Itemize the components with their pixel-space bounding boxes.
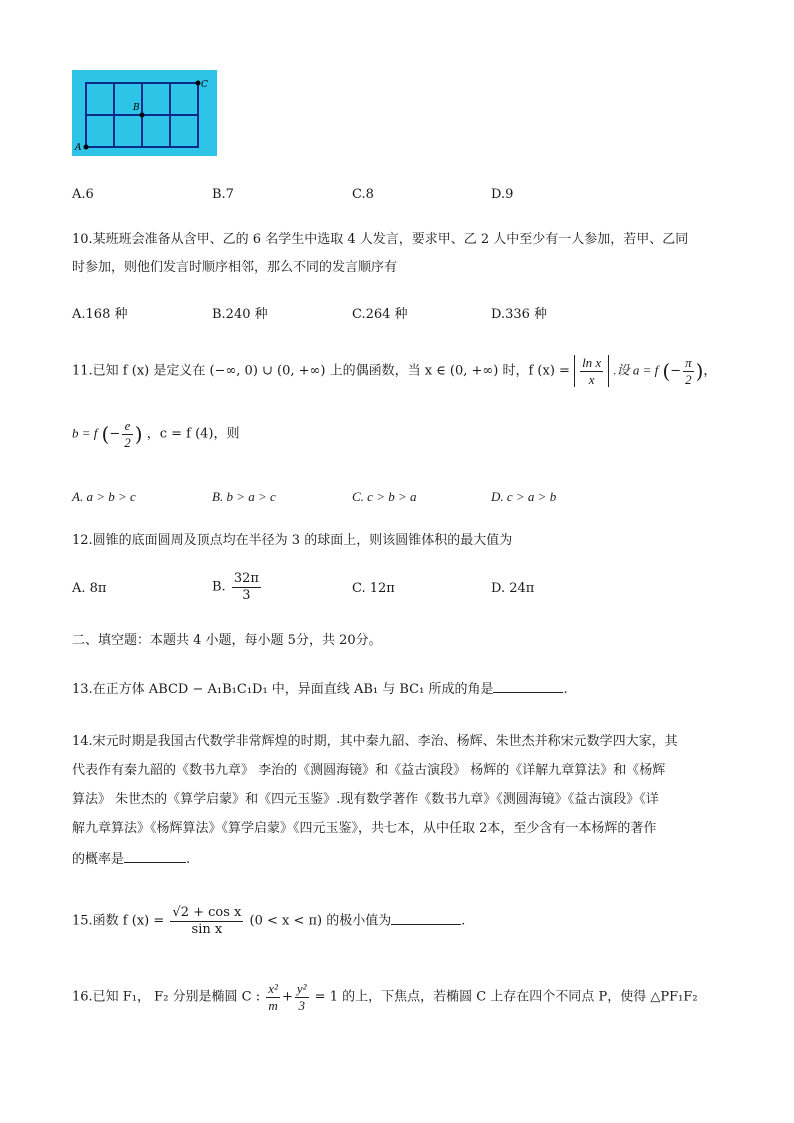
q9-option-b: B.7 (212, 187, 234, 202)
q11-line1-tail: .设 a = f (613, 362, 659, 378)
q11-option-c: C. c > b > a (352, 489, 417, 504)
q12-option-a: A. 8π (72, 581, 107, 596)
q9-option-a: A.6 (72, 187, 94, 202)
q15-end: . (461, 913, 466, 929)
q15-denominator: sin x (191, 921, 223, 937)
q16-prefix: 16.已知 F₁， F₂ 分别是椭圆 C : (72, 989, 261, 1005)
q9-option-c: C.8 (352, 187, 374, 202)
q13-end: . (563, 682, 568, 697)
q11-a-numerator: π (685, 355, 692, 370)
q12-option-b-denominator: 3 (242, 587, 251, 603)
q11-option-b: B. b > a > c (212, 489, 276, 504)
q13-answer-blank[interactable] (493, 680, 563, 693)
q14-end: . (186, 852, 191, 867)
q12-option-b (212, 571, 263, 603)
q11-abs-denominator: x (588, 371, 595, 387)
q13 (72, 680, 568, 698)
q11-b-numerator: e (122, 418, 133, 435)
q11-a-denominator: 2 (685, 371, 692, 387)
q16-f1-numerator: x² (268, 981, 278, 996)
q10-option-d: D.336 种 (491, 307, 548, 322)
q11-option-d: D. c > a > b (491, 489, 557, 504)
q10-line1: 10.某班班会准备从含甲、乙的 6 名学生中选取 4 人发言，要求甲、乙 2 人中至少有一人参加，若甲、乙同 (72, 232, 689, 247)
q10-option-b: B.240 种 (212, 307, 268, 322)
q11-abs-value (574, 355, 609, 387)
q14-line1: 14.宋元时期是我国古代数学非常辉煌的时期，其中秦九韶、李治、杨辉、朱世杰并称宋元数学四大家，其 (72, 734, 678, 749)
q16-f2-numerator: y² (296, 981, 307, 996)
q12-option-d: D. 24π (491, 581, 535, 596)
q16-f1-denominator: m (268, 997, 278, 1013)
point-a-dot (84, 145, 89, 150)
q14-line4: 解九章算法》《杨辉算法》《算学启蒙》《四元玉鉴》，共七本，从中任取 2本，至少含有一本杨辉的著作 (72, 821, 657, 836)
q10-option-c: C.264 种 (352, 307, 408, 322)
q12-option-b-numerator: 32π (233, 571, 259, 586)
q15-numerator: √2 + cos x (172, 905, 242, 920)
point-b-label: B (133, 103, 140, 113)
point-c-dot (196, 81, 201, 86)
q10-option-a: A.168 种 (72, 307, 128, 322)
point-c-label: C (201, 80, 208, 90)
q14-line5 (72, 850, 190, 868)
q13-text: 13.在正方体 ABCD − A₁B₁C₁D₁ 中，异面直线 AB₁ 与 BC₁ 所成的角是 (72, 682, 494, 697)
q11-line2: b = f (− $\frac{e}{2}$ ) ，c = f (4)，则 (72, 418, 240, 450)
q11-b-denominator: 2 (124, 434, 131, 450)
grid-figure (72, 70, 217, 156)
q11-line2-tail: ，c = f (4)，则 (146, 426, 240, 442)
q15-suffix: (0 < x < π) 的极小值为 (249, 913, 392, 929)
q10-line2: 时参加，则他们发言时顺序相邻，那么不同的发言顺序有 (72, 260, 398, 275)
q12-option-b-prefix: B. (212, 579, 226, 595)
q16-f2-denominator: 3 (298, 997, 305, 1013)
q14-answer-blank[interactable] (124, 850, 186, 863)
q9-option-d: D.9 (491, 187, 514, 202)
q16: 16.已知 F₁， F₂ 分别是椭圆 C : $\frac{\text{x²}}{m}$ + $\frac{\text{y²}}{3}$ = 1 的上，下焦点，若椭圆 C 上存在四个不同点 P，使得 △PF₁F₂ (72, 981, 698, 1013)
q11-abs-numerator: ln x (582, 355, 602, 370)
q15-answer-blank[interactable] (391, 912, 461, 925)
section-heading: 二、填空题：本题共 4 小题，每小题 5分，共 20分。 (72, 633, 382, 648)
q11-line2-b: b = f (72, 425, 98, 441)
q11-option-a: A. a > b > c (72, 489, 136, 504)
q15 (72, 905, 465, 937)
q15-prefix: 15.函数 f (x) = (72, 913, 165, 929)
q14-line2: 代表作有秦九韶的《数书九章》 李治的《测圆海镜》和《益古演段》 杨辉的《详解九章算法》和《杨辉 (72, 763, 666, 778)
q11-line1: 11.已知 f (x) 是定义在 (−∞, 0) ∪ (0, +∞) 上的偶函数，当 x ∈ (0, +∞) 时，f (x) = $\frac{\text{ln x}}{x}$ .设 a = f (− $\frac{\pi}{2}$ )， (72, 355, 717, 387)
q11-line1-text: 11.已知 f (x) 是定义在 (−∞, 0) ∪ (0, +∞) 上的偶函数，当 x ∈ (0, +∞) 时，f (x) = (72, 363, 570, 379)
q14-line3: 算法》 朱世杰的《算学启蒙》和《四元玉鉴》.现有数学著作《数书九章》《测圆海镜》《益古演段》《详 (72, 792, 659, 807)
grid-figure-svg (72, 70, 217, 156)
q14-line5-text: 的概率是 (72, 852, 125, 867)
q12-text: 12.圆锥的底面圆周及顶点均在半径为 3 的球面上，则该圆锥体积的最大值为 (72, 533, 513, 548)
q16-suffix: = 1 的上，下焦点，若椭圆 C 上存在四个不同点 P，使得 △PF₁F₂ (314, 989, 698, 1005)
point-b-dot (140, 113, 145, 118)
point-a-label: A (75, 143, 82, 153)
q12-option-c: C. 12π (352, 581, 395, 596)
